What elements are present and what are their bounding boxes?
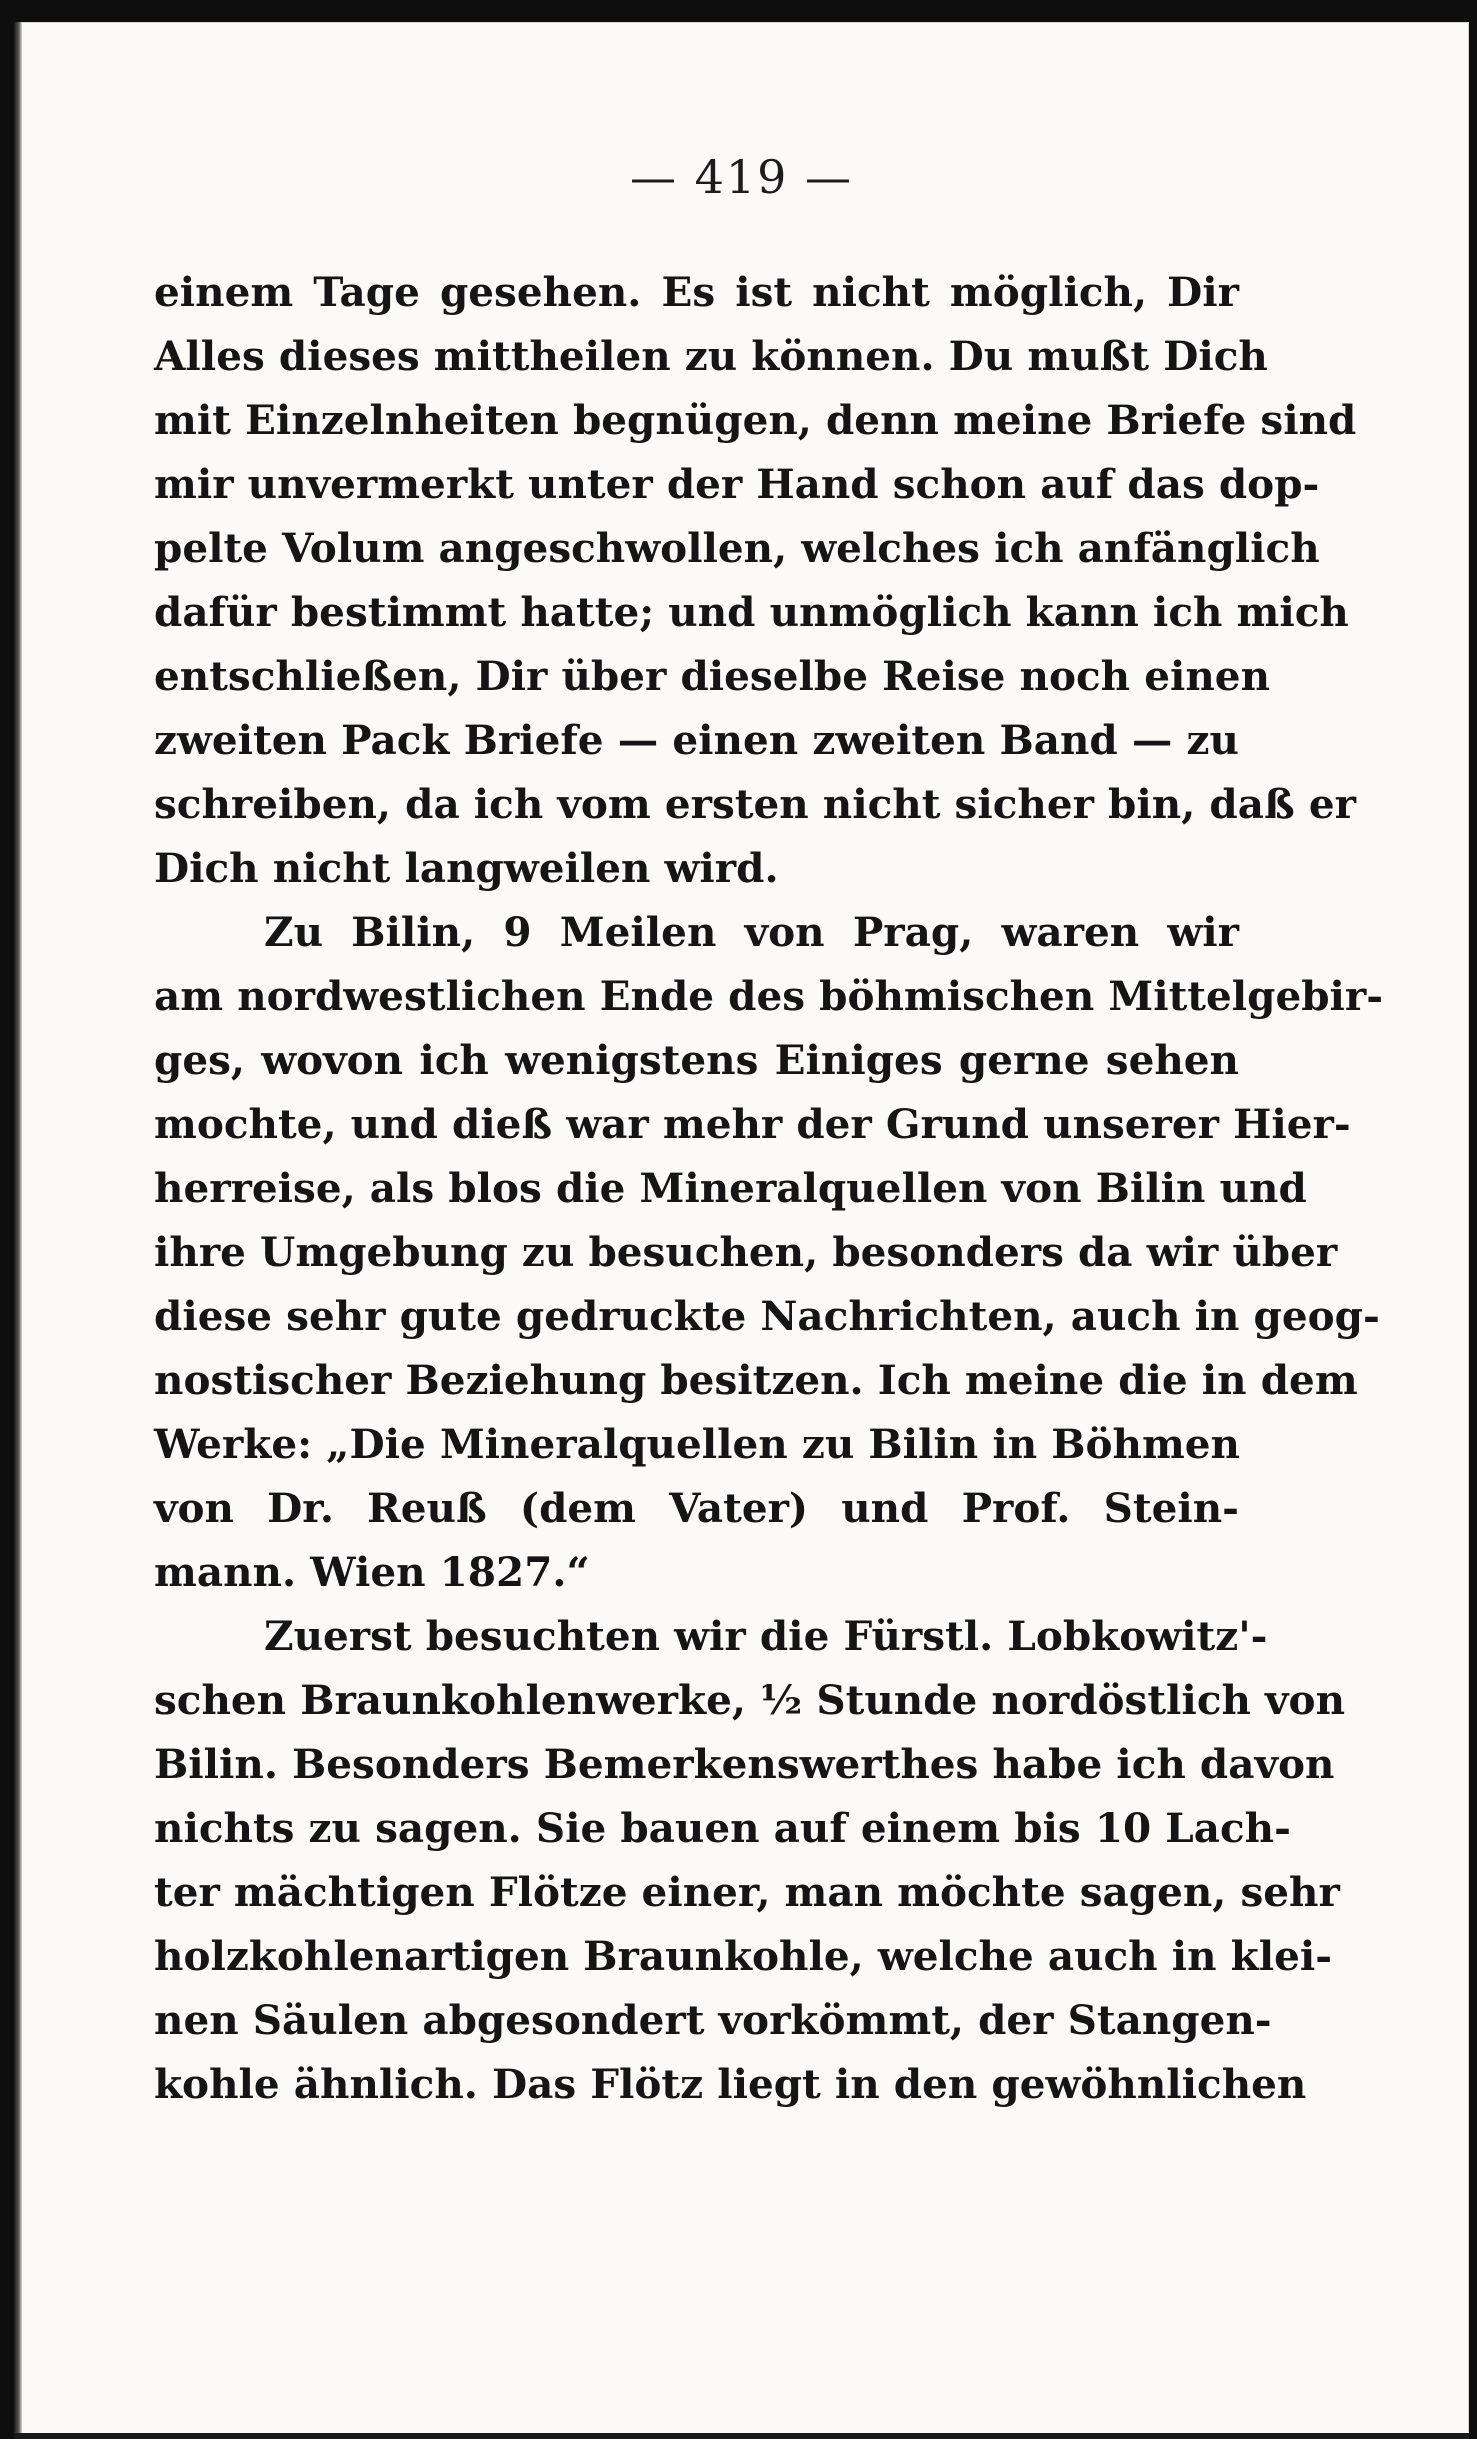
text-line: ihre Umgebung zu besuchen, besonders da wir über <box>154 1228 1338 1276</box>
text-line: kohle ähnlich. Das Flötz liegt in den gewöhnlichen <box>154 2060 1307 2108</box>
book-page <box>14 22 1469 2439</box>
text-line: nichts zu sagen. Sie bauen auf einem bis 10 Lach- <box>154 1804 1291 1852</box>
paragraph <box>154 900 1384 1604</box>
text-line: diese sehr gute gedruckte Nachrichten, auch in geog- <box>154 1292 1380 1340</box>
text-line: von Dr. Reuß (dem Vater) und Prof. Stein- <box>154 1484 1239 1532</box>
text-line: nostischer Beziehung besitzen. Ich meine die in dem <box>154 1356 1358 1404</box>
text-line: einem Tage gesehen. Es ist nicht möglich, Dir <box>154 268 1239 316</box>
text-line: herreise, als blos die Mineralquellen von Bilin und <box>154 1164 1307 1212</box>
text-line: holzkohlenartigen Braunkohle, welche auch in klei- <box>154 1932 1333 1980</box>
text-line: Zuerst besuchten wir die Fürstl. Lobkowitz'- <box>264 1612 1268 1660</box>
text-line: mit Einzelnheiten begnügen, denn meine Briefe sind <box>154 396 1357 444</box>
text-line: zweiten Pack Briefe — einen zweiten Band — zu <box>154 716 1239 764</box>
text-line: am nordwestlichen Ende des böhmischen Mittelgebir- <box>154 972 1384 1020</box>
page-gutter-shadow <box>14 22 22 2439</box>
page-bottom-edge <box>14 2433 1469 2439</box>
page-number: — 419 — <box>629 150 854 204</box>
text-line: ges, wovon ich wenigstens Einiges gerne sehen <box>154 1036 1239 1084</box>
text-line: Dich nicht langweilen wird. <box>154 844 779 892</box>
text-line: dafür bestimmt hatte; und unmöglich kann ich mich <box>154 588 1349 636</box>
text-line: mann. Wien 1827.“ <box>154 1548 590 1596</box>
text-line: schen Braunkohlenwerke, ½ Stunde nordöstlich von <box>154 1676 1346 1724</box>
text-line: mir unvermerkt unter der Hand schon auf das dop- <box>154 460 1320 508</box>
text-line: Alles dieses mittheilen zu können. Du mußt Dich <box>154 332 1268 380</box>
text-line: Bilin. Besonders Bemerkenswerthes habe ich davon <box>154 1740 1335 1788</box>
text-line: schreiben, da ich vom ersten nicht sicher bin, daß er <box>154 780 1356 828</box>
text-line: mochte, und dieß war mehr der Grund unserer Hier- <box>154 1100 1351 1148</box>
text-line: nen Säulen abgesondert vorkömmt, der Stangen- <box>154 1996 1272 2044</box>
text-line: Zu Bilin, 9 Meilen von Prag, waren wir <box>264 908 1239 956</box>
text-line: Werke: „Die Mineralquellen zu Bilin in Böhmen <box>154 1420 1241 1468</box>
paragraph <box>154 1604 1346 2116</box>
text-line: ter mächtigen Flötze einer, man möchte sagen, sehr <box>154 1868 1340 1916</box>
text-line: pelte Volum angeschwollen, welches ich anfänglich <box>154 524 1320 572</box>
body-text <box>154 260 1384 2116</box>
paragraph <box>154 260 1357 900</box>
text-line: entschließen, Dir über dieselbe Reise noch einen <box>154 652 1271 700</box>
